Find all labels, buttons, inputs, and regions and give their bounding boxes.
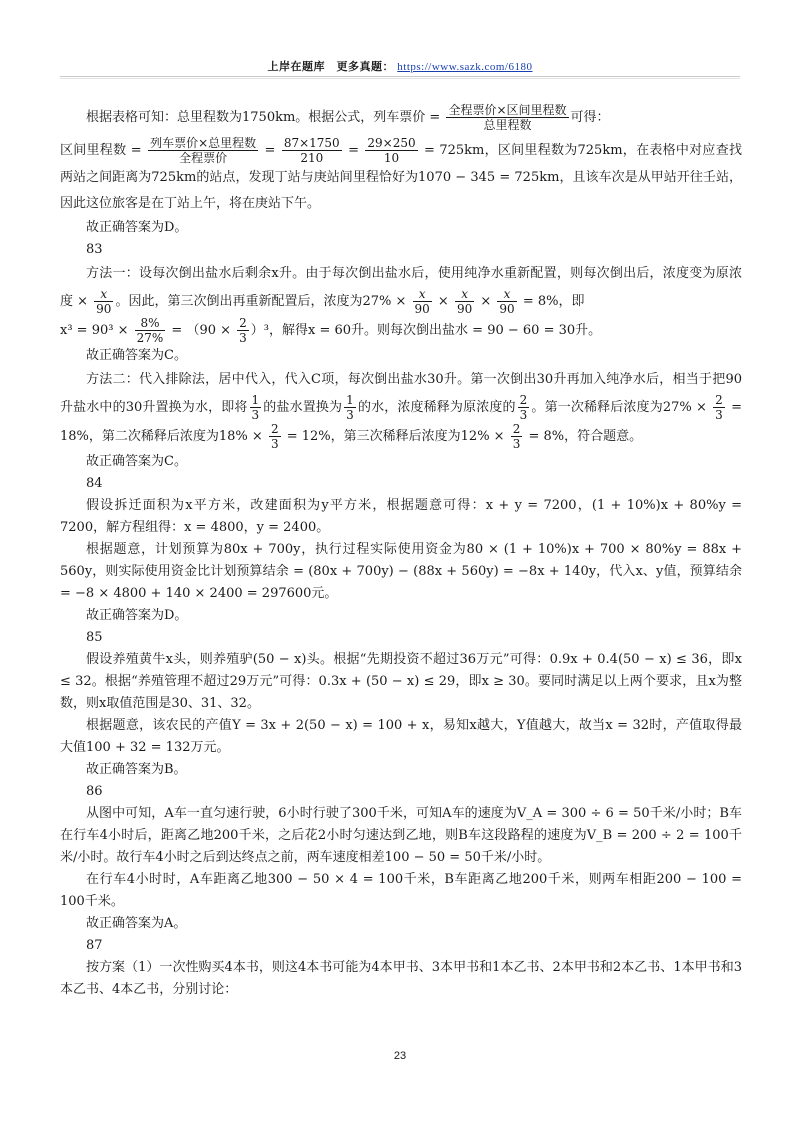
header-prefix: 上岸在题库 更多真题： [267,61,395,73]
paragraph-87-plan: 按方案（1）一次性购买4本书，则这4本书可能为4本甲书、3本甲书和1本乙书、2本甲书和2本乙书、1本甲书和3本乙书、4本乙书，分别讨论： [60,960,742,997]
paragraph-84-budget: 根据题意，计划预算为80x + 700y，执行过程实际使用资金为80 × (1 + 10%)x + 700 × 80%y = 88x + 560y，则实际使用资金比计划预算结余 = (80x + 700y) − (88x + 560y) = −8x + 140y，代入x、y值，预算结余 = −8 × 4800 + 140 × 2400 = 297600元。 [60,542,742,601]
paragraph-interval-distance: 区间里程数 = $\frac{\text{列车票价×总里程数}}{\text{全程票价}}$ = $\frac{87\times 1750}{210}$ = $\frac{29\times 250}{10}$ = 725km，区间里程数为725km，在表格中对应查找两站之间距离为725km的站点，发现丁站与庚站间里程恰好为1070 − 345 = 725km，且该车次是从甲站开往壬站，因此这位旅客是在丁站上午，将在庚站下午。 [60,136,742,211]
page-number: 23 [393,1050,407,1062]
question-number-87: 87 [86,938,103,953]
answer-84: 故正确答案为D。 [86,608,188,623]
paragraph-86-distance: 在行车4小时时，A车距离乙地300 − 50 × 4 = 100千米，B车距离乙地200千米，则两车相距200 − 100 = 100千米。 [60,872,742,909]
paragraph-84-equations: 假设拆迁面积为x平方米，改建面积为y平方米，根据题意可得：x + y = 7200，(1 + 10%)x + 80%y = 7200，解方程组得：x = 4800，y = 2400。 [60,498,742,535]
answer-83b: 故正确答案为C。 [86,454,187,469]
question-number-83: 83 [86,242,103,257]
question-number-84: 84 [86,476,103,491]
answer-82: 故正确答案为D。 [86,220,188,235]
paragraph-fare-formula: 根据表格可知：总里程数为1750km。根据公式，列车票价 = $\frac{\text{全程票价×区间里程数}}{\text{总里程数}}$ 可得： [86,103,610,132]
answer-85: 故正确答案为B。 [86,762,187,777]
header-divider-secondary [60,78,740,79]
paragraph-86-speeds: 从图中可知，A车一直匀速行驶，6小时行驶了300千米，可知A车的速度为V_A = 300 ÷ 6 = 50千米/小时；B车在行车4小时后，距离乙地200千米，之后花2小时匀速达到乙地，则B车这段路程的速度为V_B = 200 ÷ 2 = 100千米/小时。故行车4小时之后到达终点之前，两车速度相差100 − 50 = 50千米/小时。 [60,806,742,865]
paragraph-method-two: 方法二：代入排除法，居中代入，代入C项，每次倒出盐水30升。第一次倒出30升再加入纯净水后，相当于把90升盐水中的30升置换为水，即将 $\frac{1}{3}$ 的盐水置换为 $\frac{1}{3}$ 的水，浓度稀释为原浓度的 $\frac{2}{3}$ 。第一次稀释后浓度为27% × $\frac{2}{3}$ = 18%，第二次稀释后浓度为18% × $\frac{2}{3}$ = 12%，第三次稀释后浓度为12% × $\frac{2}{3}$ = 8%，符合题意。 [60,372,742,451]
header-divider [60,76,740,77]
answer-86: 故正确答案为A。 [86,916,187,931]
paragraph-85-output: 根据题意，该农民的产值Y = 3x + 2(50 − x) = 100 + x，易知x越大，Y值越大，故当x = 32时，产值取得最大值100 + 32 = 132万元。 [60,718,742,755]
answer-83a: 故正确答案为C。 [86,348,187,363]
header-link[interactable]: https://www.sazk.com/6180 [397,61,533,73]
paragraph-method-one-equation: x³ = 90³ × $\frac{8\%}{27\%}$ = （90 × $\frac{2}{3}$ ）³，解得x = 60升。则每次倒出盐水 = 90 − 60 = 30升。 [60,316,602,345]
paragraph-method-one: 方法一：设每次倒出盐水后剩余x升。由于每次倒出盐水后，使用纯净水重新配置，则每次倒出后，浓度变为原浓度 × $\frac{x}{90}$ 。因此，第三次倒出再重新配置后，浓度为27% × $\frac{x}{90}$ × $\frac{x}{90}$ × $\frac{x}{90}$ = 8%，即 [60,266,742,316]
document-body [60,100,742,1001]
question-number-86: 86 [86,784,103,799]
paragraph-85-constraints: 假设养殖黄牛x头，则养殖驴(50 − x)头。根据“先期投资不超过36万元”可得：0.9x + 0.4(50 − x) ≤ 36，即x ≤ 32。根据“养殖管理不超过29万元”可得：0.3x + (50 − x) ≤ 29，即x ≥ 30。要同时满足以上两个要求，且x为整数，则x取值范围是30、31、32。 [60,652,742,711]
question-number-85: 85 [86,630,103,645]
page-header [60,58,740,74]
